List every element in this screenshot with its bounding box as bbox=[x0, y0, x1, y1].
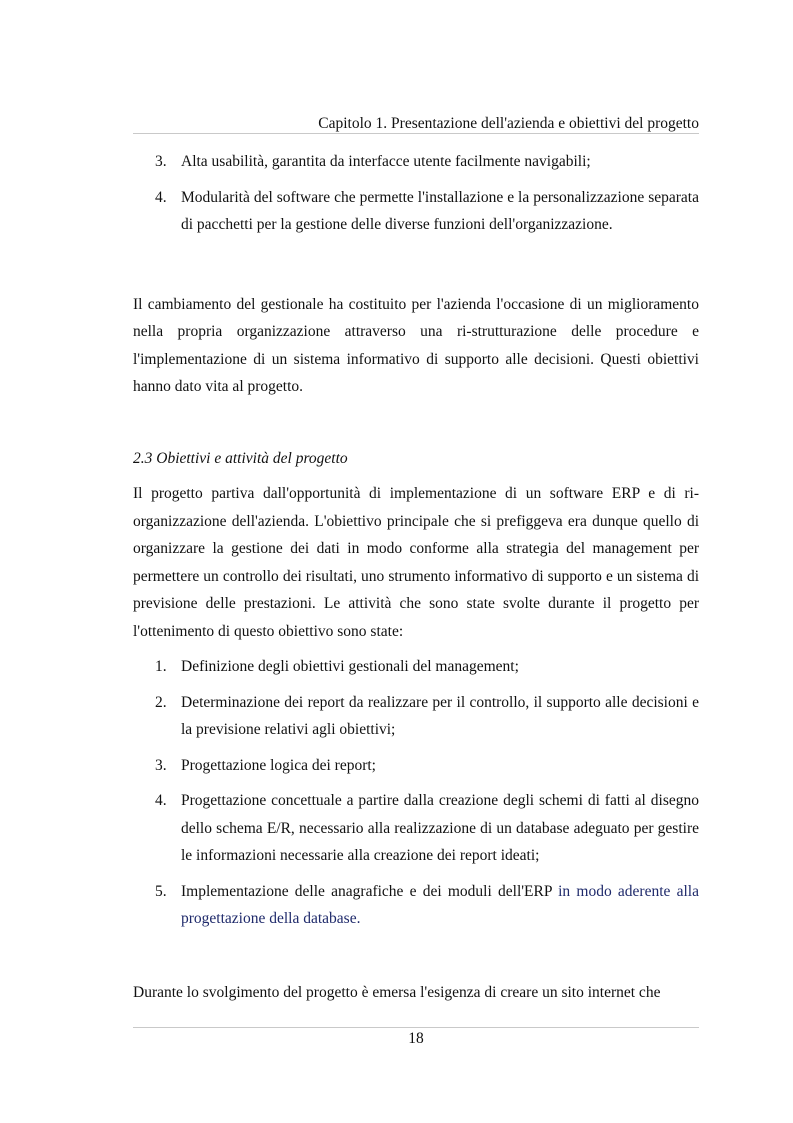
list-item: 1. Definizione degli obiettivi gestionali del management; bbox=[155, 658, 519, 675]
list-item: 5. Implementazione delle anagrafiche e dei moduli dell'ERP in modo aderente alla progettazione della database. bbox=[155, 882, 699, 927]
highlighted-text: in modo aderente alla progettazione della database. bbox=[181, 882, 699, 927]
activities-list bbox=[133, 653, 699, 933]
header-rule bbox=[133, 133, 699, 134]
footer-rule bbox=[133, 1027, 699, 1028]
requirements-list bbox=[133, 148, 699, 239]
list-item: 3. Alta usabilità, garantita da interfacce utente facilmente navigabili; bbox=[155, 153, 591, 170]
page-body bbox=[133, 148, 699, 1006]
paragraph-website: Durante lo svolgimento del progetto è emersa l'esigenza di creare un sito internet che bbox=[133, 983, 661, 1001]
page-number: 18 bbox=[408, 1030, 424, 1047]
list-item: 4. Modularità del software che permette l'installazione e la personalizzazione separata di pacchetti per la gestione delle diverse funzioni dell'organizzazione. bbox=[155, 188, 699, 233]
list-item: 3. Progettazione logica dei report; bbox=[155, 756, 376, 774]
paragraph-change: Il cambiamento del gestionale ha costituito per l'azienda l'occasione di un miglioramento nella propria organizzazione attraverso una ri-strutturazione delle procedure e l'implementazione di un sistema informativo di supporto alle decisioni. Questi obiettivi hanno dato vita al progetto. bbox=[133, 295, 699, 395]
list-item: 2. Determinazione dei report da realizzare per il controllo, il supporto alle decisioni e la previsione relativi agli obiettivi; bbox=[155, 693, 699, 738]
list-item: 4. Progettazione concettuale a partire dalla creazione degli schemi di fatti al disegno dello schema E/R, necessario alla realizzazione di un database adeguato per gestire le informazioni necessarie alla creazione dei report ideati; bbox=[155, 792, 699, 864]
paragraph-project: Il progetto partiva dall'opportunità di implementazione di un software ERP e di ri-organizzazione dell'azienda. L'obiettivo principale che si prefiggeva era dunque quello di organizzare la gestione dei dati in modo conforme alla strategia del management per permettere un controllo dei risultati, uno strumento informativo di supporto e un sistema di previsione delle prestazioni. Le attività che sono state svolte durante il progetto per l'ottenimento di questo obiettivo sono state: bbox=[133, 485, 699, 640]
running-header: Capitolo 1. Presentazione dell'azienda e obiettivi del progetto bbox=[318, 115, 699, 132]
section-heading: 2.3 Obiettivi e attività del progetto bbox=[133, 449, 348, 467]
